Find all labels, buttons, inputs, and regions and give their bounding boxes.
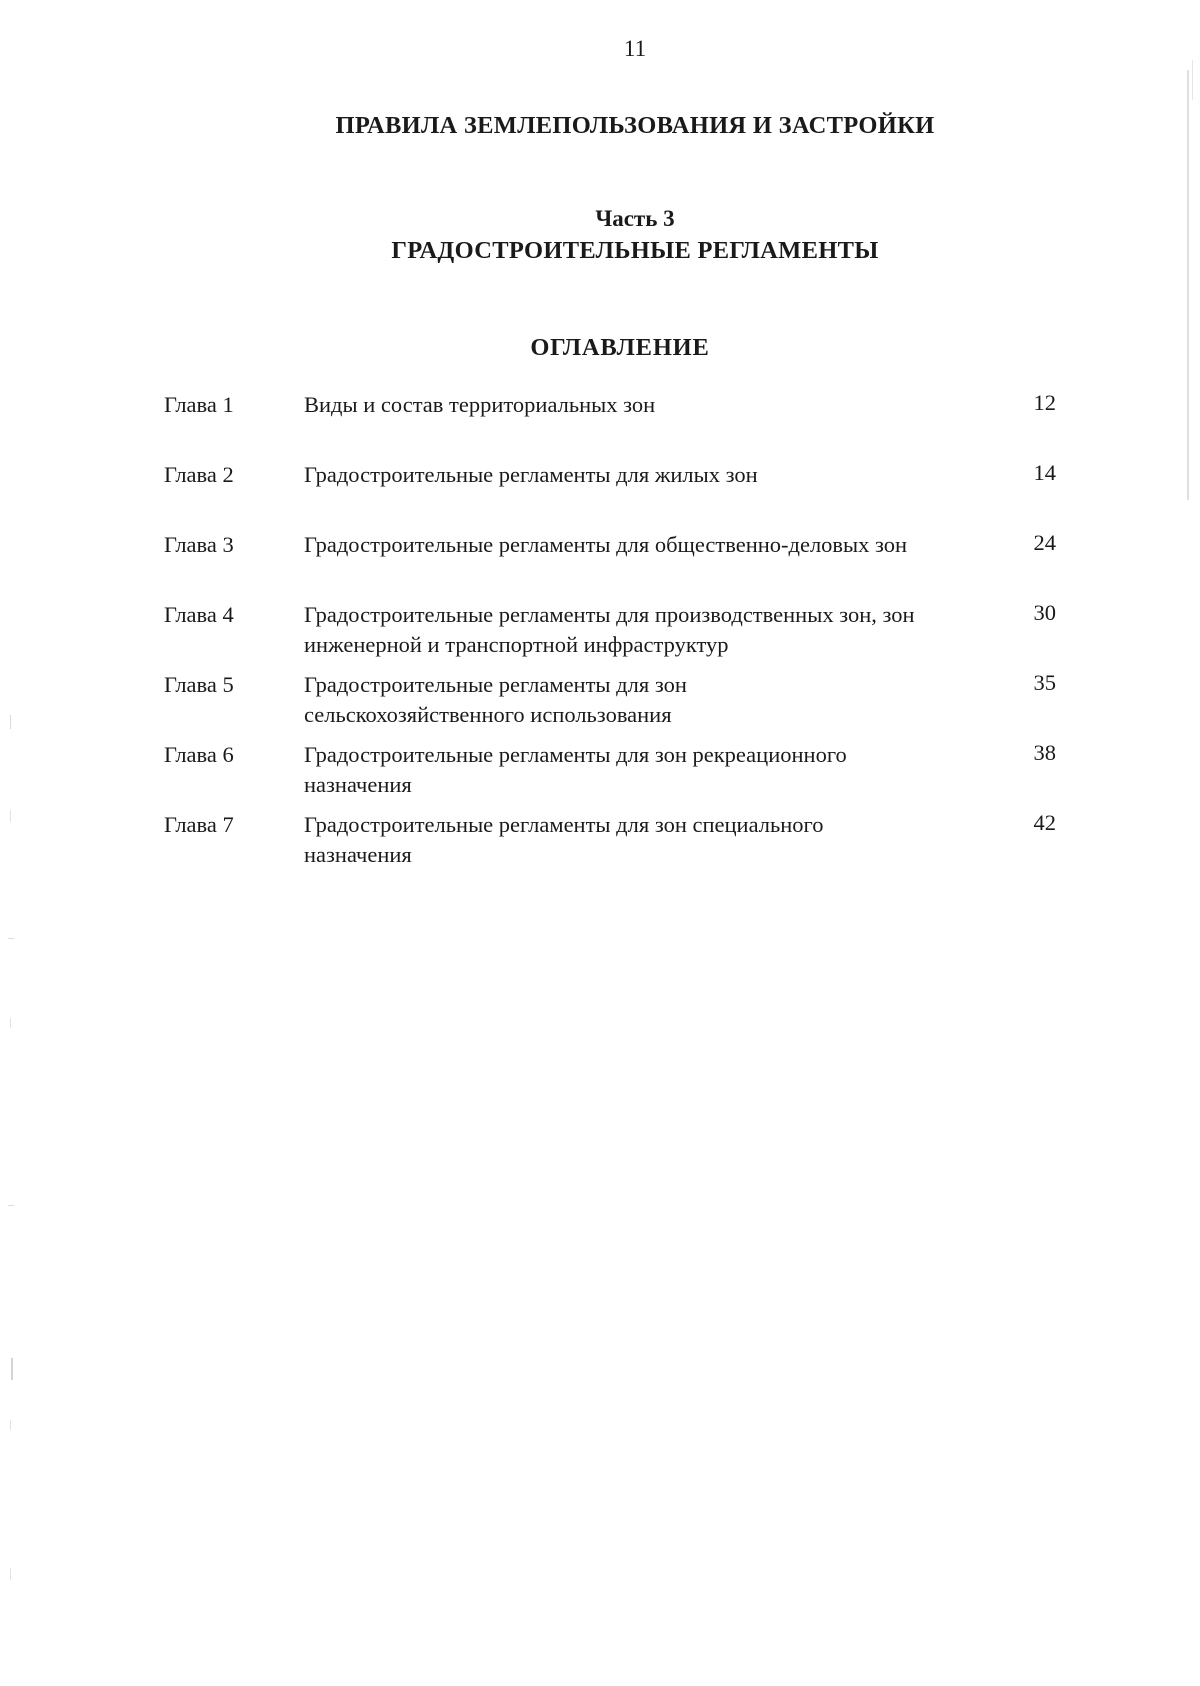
toc-chapter-title: Градостроительные регламенты для зон рекреационного назначения bbox=[304, 742, 847, 797]
scan-edge-mark bbox=[8, 938, 14, 939]
toc-chapter-title: Градостроительные регламенты для производственных зон, зон инженерной и транспортной инфраструктур bbox=[304, 602, 915, 657]
toc-chapter-title: Градостроительные регламенты для зон специального назначения bbox=[304, 812, 824, 867]
scan-edge-mark bbox=[8, 1205, 14, 1206]
toc-page-number: 35 bbox=[1033, 670, 1056, 695]
page-number: 11 bbox=[623, 36, 647, 61]
toc-page-number: 42 bbox=[1033, 810, 1056, 835]
toc-page-number: 38 bbox=[1033, 740, 1056, 765]
document-title: ПРАВИЛА ЗЕМЛЕПОЛЬЗОВАНИЯ И ЗАСТРОЙКИ bbox=[335, 112, 935, 139]
toc-chapter-title: Градостроительные регламенты для жилых зон bbox=[304, 462, 758, 487]
scan-edge-mark bbox=[10, 810, 11, 822]
toc-chapter-title: Градостроительные регламенты для общественно-деловых зон bbox=[304, 532, 908, 557]
part-label: Часть 3 bbox=[595, 206, 675, 231]
toc-page-number: 24 bbox=[1033, 530, 1056, 555]
toc-chapter-label: Глава 1 bbox=[164, 392, 234, 417]
scan-edge-mark bbox=[10, 1018, 11, 1028]
scan-edge-mark bbox=[10, 1568, 11, 1580]
scan-edge-mark bbox=[11, 1358, 13, 1380]
scan-edge-mark bbox=[1192, 60, 1193, 100]
part-title: ГРАДОСТРОИТЕЛЬНЫЕ РЕГЛАМЕНТЫ bbox=[391, 237, 879, 264]
toc-chapter-label: Глава 3 bbox=[164, 532, 234, 557]
toc-chapter-label: Глава 6 bbox=[164, 742, 234, 767]
toc-chapter-label: Глава 7 bbox=[164, 812, 234, 837]
toc-page-number: 14 bbox=[1033, 460, 1056, 485]
scan-edge-mark bbox=[10, 1420, 11, 1430]
scan-edge-mark bbox=[1187, 70, 1189, 500]
toc-chapter-label: Глава 4 bbox=[164, 602, 234, 627]
scan-edge-mark bbox=[10, 715, 11, 729]
toc-page-number: 30 bbox=[1033, 600, 1056, 625]
toc-heading: ОГЛАВЛЕНИЕ bbox=[530, 334, 710, 361]
toc-chapter-label: Глава 5 bbox=[164, 672, 234, 697]
toc-chapter-title: Градостроительные регламенты для зон сельскохозяйственного использования bbox=[304, 672, 687, 727]
toc-chapter-title: Виды и состав территориальных зон bbox=[304, 392, 656, 417]
toc-chapter-label: Глава 2 bbox=[164, 462, 234, 487]
toc-page-number: 12 bbox=[1033, 390, 1056, 415]
